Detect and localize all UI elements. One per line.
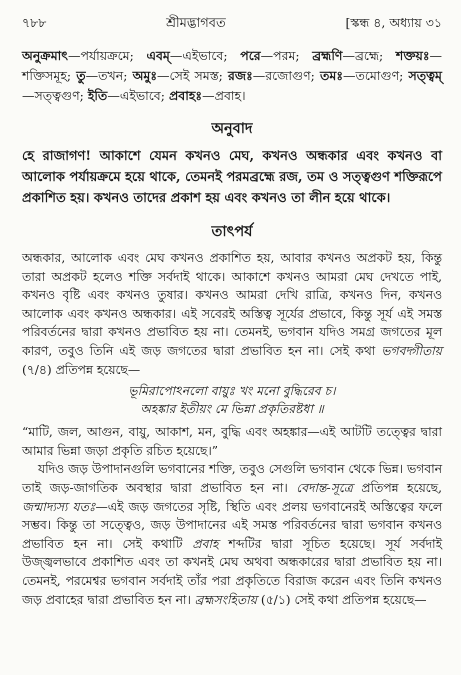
word-for-word (22, 46, 442, 106)
sanskrit-verse (22, 382, 442, 418)
wbw-gloss: —রজোগুণ; (252, 68, 321, 83)
sanskrit-quote: জন্মাদ্যস্য যতঃ (22, 499, 96, 514)
wbw-term: পরে (240, 48, 261, 63)
wbw-gloss: —সেই সমস্ত; (157, 68, 229, 83)
verse-line: ভূমিরাপোঽনলো বায়ুঃ খং মনো বুদ্ধিরেব চ। (128, 384, 336, 399)
wbw-gloss: —শক্তিসমূহ; (22, 48, 442, 83)
page-number: ৭৮৮ (22, 15, 47, 30)
wbw-gloss: —ব্রহ্মে; (342, 48, 396, 63)
wbw-gloss: —সত্ত্বগুণ; (22, 88, 88, 103)
scripture-title: ভগবদ্গীতায় (381, 343, 442, 358)
wbw-gloss: —পরম; (260, 48, 313, 63)
wbw-term: এবম্ (146, 48, 170, 63)
translation-text: হে রাজাগণ! আকাশে যেমন কখনও মেঘ, কখনও অন্ধকার এবং কখনও বা আলোক পর্যায়ক্রমে হয়ে থাকে, তেমনই পরমব্রহ্মে রজ, তম ও সত্ত্বগুণ শক্তিরূপে প্রকাশিত হয়। কখনও তাদের প্রকাশ হয় এবং কখনও তা লীন হয়ে থাকে। (22, 149, 442, 206)
book-page (22, 14, 442, 609)
purport-paragraph (22, 249, 442, 379)
wbw-gloss: —প্রবাহ। (202, 88, 246, 103)
purport-text: প্রতিপন্ন হয়েছে, (352, 480, 442, 495)
sanskrit-word: প্রবাহ (192, 536, 219, 551)
purport-text: যদিও জড় উপাদানগুলি ভগবানের শক্তি, তবুও সেগুলি ভগবান থেকে ভিন্ন। ভগবান তাই জড়-জাগতিক অবস্থার দ্বারা প্রভাবিত হন না। (22, 462, 442, 495)
purport-heading: তাৎপর্য (211, 223, 253, 240)
wbw-term: ইতি (87, 88, 108, 103)
purport-text: শব্দটির দ্বারা সূচিত হয়েছে। সূর্য সর্বদাই উজ্জ্বলভাবে প্রকাশিত এবং তা কখনই মেঘ অথবা অন্ধকারের দ্বারা প্রভাবিত হয় না। তেমনই, পরমেশ্বর ভগবান সর্বদাই তাঁর পরা প্রকৃতিতে বিরাজ করেন এবং তিনি কখনও জড় প্রবাহের দ্বারা প্রভাবিত হন না। (22, 536, 442, 607)
wbw-term: তমঃ (320, 68, 344, 83)
purport-body (22, 249, 442, 609)
purport-text: —এই জড় জগতের সৃষ্টি, স্থিতি এবং প্রলয় ভগবানেরই অস্তিত্বের ফলে সম্ভব। কিন্তু তা সত্ত্বেও, জড় উপাদানের এই সমস্ত পরিবর্তনের দ্বারা ভগবান কখনও প্রভাবিত হন না। সেই কথাটি (22, 499, 442, 551)
wbw-term: রজঃ (228, 68, 253, 83)
wbw-gloss: —তমোগুণ; (343, 68, 409, 83)
scripture-title: বেদান্ত-সূত্রে (296, 480, 353, 495)
purport-text: (৭/৪) প্রতিপন্ন হয়েছে— (22, 362, 141, 377)
wbw-term: প্রবাহঃ (168, 88, 203, 103)
wbw-term: শক্তয়ঃ (395, 48, 430, 63)
wbw-gloss: —এইভাবে; (169, 48, 241, 63)
scripture-title: ব্রহ্মসংহিতায় (194, 592, 257, 607)
purport-text: অন্ধকার, আলোক এবং মেঘ কখনও প্রকাশিত হয়, আবার কখনও অপ্রকট হয়, কিন্তু তারা অপ্রকট হলেও শক্তি সর্বদাই থাকে। আকাশে কখনও আমরা মেঘ দেখতে পাই, কখনও বৃষ্টি এবং কখনও তুষার। কখনও আমরা দেখি রাত্রি, কখনও দিন, কখনও আলোক এবং কখনও অন্ধকার। এই সবেরই অস্তিত্ব সূর্যের প্রভাবে, কিন্তু সূর্য এই সমস্ত পরিবর্তনের দ্বারা কখনও প্রভাবিত হয় না। তেমনই, ভগবান যদিও সমগ্র জগতের মূল কারণ, তবুও তিনি এই জড় জগতের দ্বারা প্রভাবিত হন না। সেই কথা (22, 251, 442, 358)
wbw-gloss: —তখন; (85, 68, 133, 83)
wbw-term: ব্রহ্মণি (312, 48, 343, 63)
wbw-gloss: —পর্যায়ক্রমে; (68, 48, 147, 63)
verse-line: অহঙ্কার ইতীয়ং মে ভিন্না প্রকৃতিরষ্টধা ॥ (140, 402, 324, 417)
wbw-term: তু (76, 68, 86, 83)
book-title: শ্রীমদ্ভাগবত (166, 16, 226, 31)
wbw-term: অনুক্রমাৎ (22, 48, 68, 63)
section-reference: [স্কন্ধ ৪, অধ্যায় ৩১ (345, 15, 442, 30)
translation-heading: অনুবাদ (211, 120, 253, 137)
verse-translation: “মাটি, জল, আগুন, বায়ু, আকাশ, মন, বুদ্ধি এবং অহঙ্কার—এই আটটি তত্ত্বের দ্বারা আমার ভিন্না জড়া প্রকৃতি রচিত হয়েছে।” (22, 425, 442, 458)
wbw-term: অমুঃ (132, 68, 157, 83)
purport-text: (৫/১) সেই কথা প্রতিপন্ন হয়েছে— (256, 592, 427, 607)
wbw-gloss: —এইভাবে; (107, 88, 169, 103)
purport-paragraph (22, 460, 442, 609)
page-header (22, 14, 442, 34)
wbw-term: সত্ত্বম্ (408, 68, 442, 83)
